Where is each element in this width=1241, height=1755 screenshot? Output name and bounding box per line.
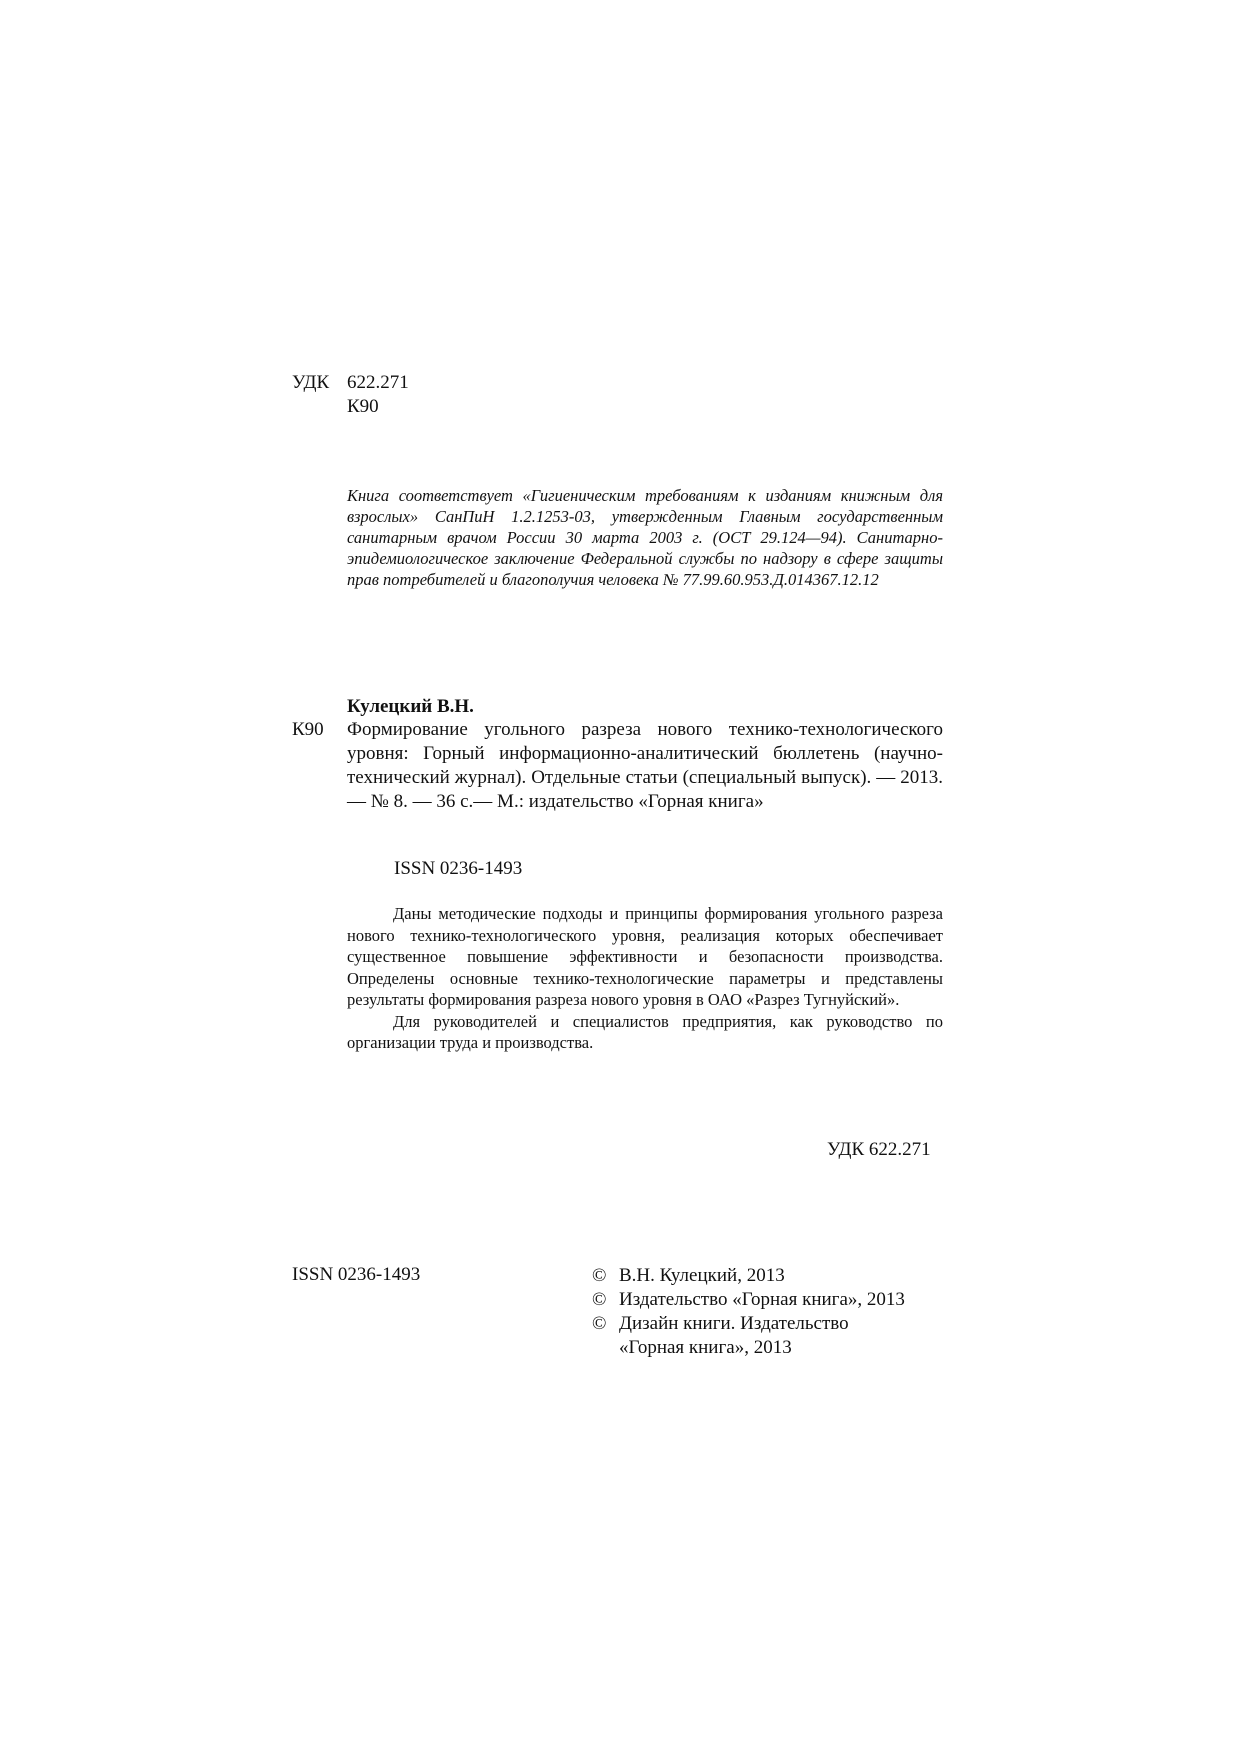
- bibliographic-cutter-mark: К90: [292, 719, 324, 740]
- author-cutter-mark: К90: [347, 396, 379, 417]
- udk-code: 622.271: [347, 372, 409, 393]
- copyright-symbol: ©: [592, 1265, 607, 1286]
- abstract: [347, 903, 943, 1054]
- udk-label: УДК: [292, 372, 330, 393]
- copyright-line: [592, 1312, 952, 1336]
- abstract-paragraph: Даны методические подходы и принципы формирования угольного разреза нового технико-технологического уровня, реализация которых обеспечивает существенное повышение эффективности и безопасности производства. Определены основные технико-технологические параметры и представлены результаты формирования разреза нового уровня в ОАО «Разрез Тугнуйский».: [347, 904, 943, 1009]
- hygiene-notice: Книга соответствует «Гигиеническим требованиям к изданиям книжным для взрослых» СанПиН 1.2.1253-03, утвержденным Главным государственным санитарным врачом России 30 марта 2003 г. (ОСТ 29.124—94). Санитарно-эпидемиологическое заключение Федеральной службы по надзору в сфере защиты прав потребителей и благополучия человека № 77.99.60.953.Д.014367.12.12: [347, 486, 943, 589]
- issn-number: ISSN 0236-1493: [394, 858, 523, 879]
- author-name: Кулецкий В.Н.: [347, 696, 474, 717]
- copyright-publisher: Издательство «Горная книга», 2013: [619, 1289, 905, 1310]
- copyright-line: [592, 1288, 952, 1312]
- issn-bottom: ISSN 0236-1493: [292, 1264, 421, 1285]
- udk-bottom: УДК 622.271: [827, 1139, 931, 1160]
- copyright-symbol: ©: [592, 1313, 607, 1334]
- copyright-symbol: ©: [592, 1289, 607, 1310]
- audience-paragraph: Для руководителей и специалистов предприятия, как руководство по организации труда и производства.: [347, 1011, 943, 1052]
- copyright-line: [592, 1264, 952, 1288]
- bibliographic-description: Формирование угольного разреза нового технико-технологического уровня: Горный информационно-аналитический бюллетень (научно-технический журнал). Отдельные статьи (специальный выпуск). — 2013. — № 8. — 36 с.— М.: издательство «Горная книга»: [347, 719, 943, 812]
- copyright-author: В.Н. Кулецкий, 2013: [619, 1265, 785, 1286]
- copyright-block: [592, 1264, 952, 1360]
- copyright-design: Дизайн книги. Издательство: [619, 1313, 849, 1334]
- copyright-design-continued: «Горная книга», 2013: [619, 1337, 792, 1358]
